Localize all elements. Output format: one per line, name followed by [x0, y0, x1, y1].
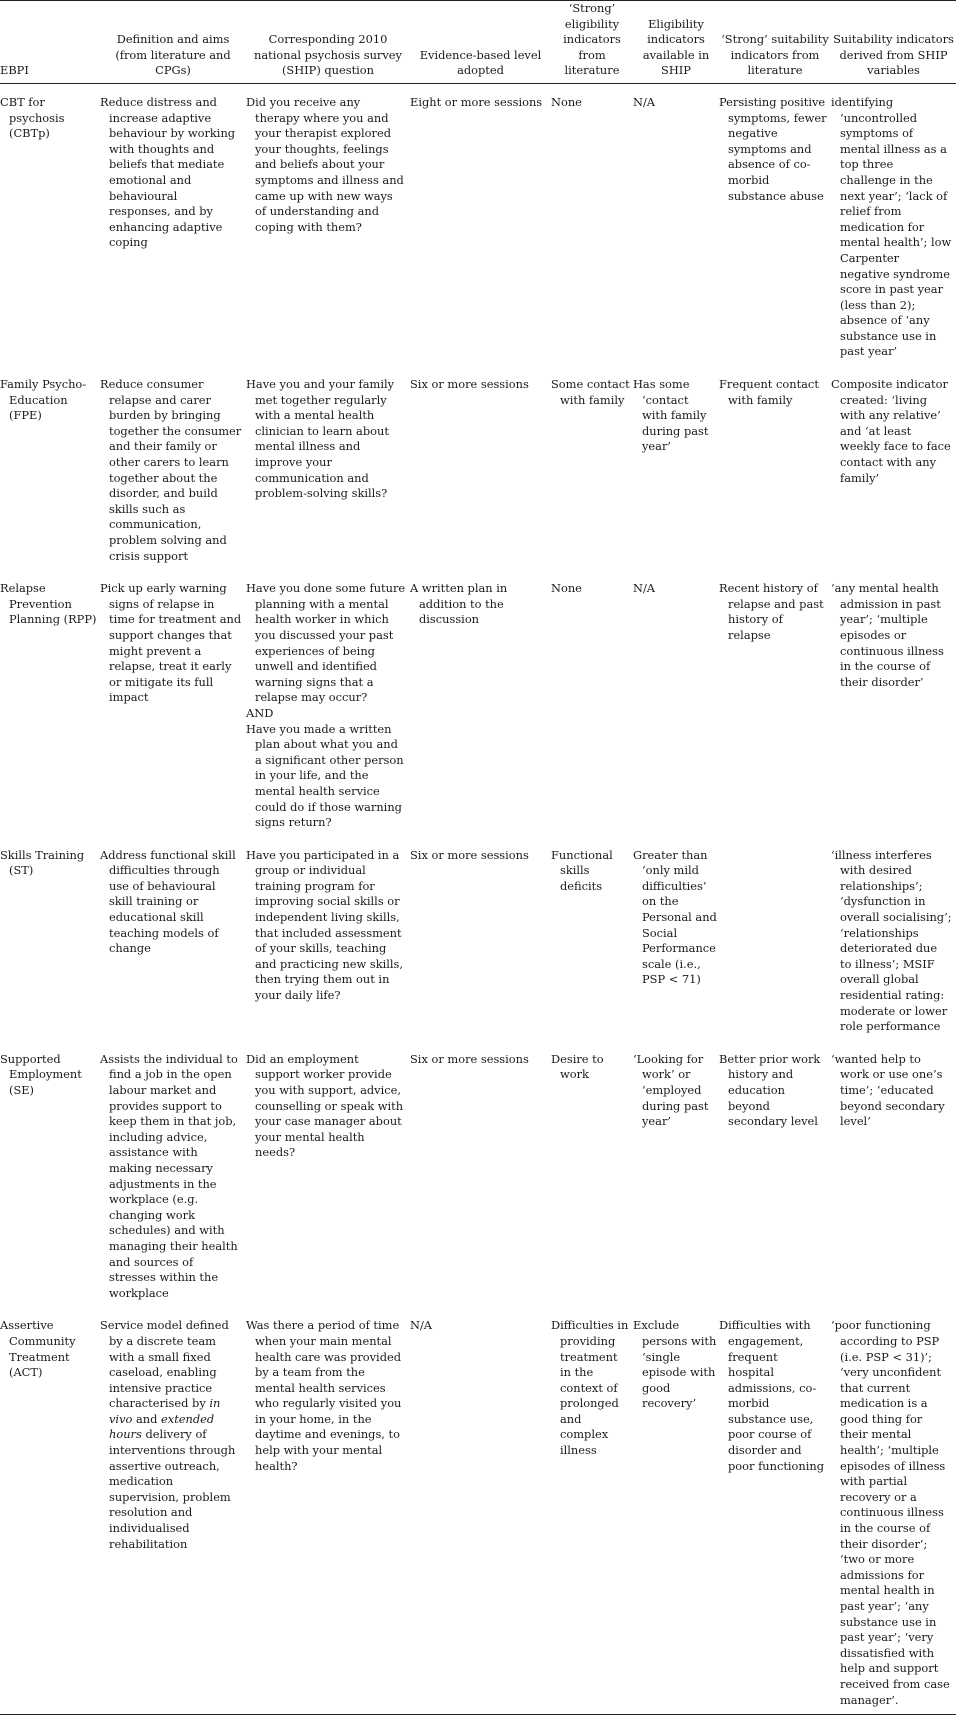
cell-level: Six or more sessions — [410, 1051, 529, 1066]
cell-definition: Reduce consumer relapse and carer burden by bringing together the consumer and their family or other carers to learn together about the disorder, and build skills such as communication, problem solving and crisis support — [100, 377, 242, 563]
cell-level: N/A — [410, 1318, 433, 1333]
cell-question: Have you and your family met together regularly with a mental health clinician to learn about mental illness and improve your communication and problem-solving skills? — [246, 377, 395, 501]
definition-text-a: Service model defined by a discrete team with a small fixed caseload, enabling intensive practice characterised by — [100, 1318, 229, 1411]
table-row — [0, 837, 956, 1041]
cell-strong-eligibility: None — [551, 94, 582, 109]
cell-question — [246, 570, 410, 837]
cell-question: Did you receive any therapy where you and your therapist explored your thoughts, feelings and beliefs about your symptoms and illness and came up with new ways of understanding and coping with them? — [246, 94, 404, 234]
cell-definition: Address functional skill difficulties through use of behavioural skill training or educational skill teaching models of change — [100, 847, 236, 956]
cell-strong-suitability — [719, 837, 831, 1041]
header-ship-suitability: Suitability indicators derived from SHIP variables — [833, 32, 954, 78]
cell-ship-eligibility: N/A — [633, 94, 656, 109]
cell-ship-suitability: Composite indicator created: ‘living with any relative’ and ‘at least weekly face to face contact with any family’ — [831, 377, 951, 485]
cell-strong-eligibility: Functional skills deficits — [551, 847, 613, 893]
cell-ship-eligibility: ‘Looking for work’ or ‘employed during past year’ — [633, 1051, 709, 1129]
table-row — [0, 366, 956, 570]
cell-ebpi: Supported Employment (SE) — [0, 1051, 82, 1097]
cell-ebpi: Family Psycho-Education (FPE) — [0, 377, 87, 423]
header-strong-suitability: ‘Strong’ suitability indicators from literature — [721, 32, 829, 78]
cell-ship-eligibility: N/A — [633, 581, 656, 596]
cell-ebpi: Relapse Prevention Planning (RPP) — [0, 581, 97, 627]
question-part-1: Have you done some future planning with a mental health worker in which you discussed your past experiences of being unwell and identified warning signs that a relapse may occur? — [246, 581, 406, 705]
cell-level: Six or more sessions — [410, 847, 529, 862]
question-and: AND — [246, 705, 274, 720]
cell-definition: Pick up early warning signs of relapse in time for treatment and support changes that might prevent a relapse, treat it early or mitigate its full impact — [100, 581, 242, 705]
header-row — [0, 1, 956, 84]
cell-ebpi: Assertive Community Treatment (ACT) — [0, 1318, 76, 1380]
header-ebpi: EBPI — [0, 63, 29, 78]
cell-strong-suitability: Frequent contact with family — [719, 377, 819, 407]
definition-italic-extended-hours: extended hours — [109, 1411, 215, 1442]
cell-definition — [100, 1307, 246, 1714]
cell-strong-eligibility: None — [551, 581, 582, 596]
definition-italic-in-vivo: in vivo — [109, 1396, 221, 1426]
cell-strong-suitability: Persisting positive symptoms, fewer negative symptoms and absence of co-morbid substance abuse — [719, 94, 827, 203]
table-row — [0, 1041, 956, 1308]
cell-ship-suitability: ‘illness interferes with desired relationships’; ‘dysfunction in overall socialising’; ‘relationships deteriorated due to illness’; MSIF overall global residential rating: moderate or lower role performance — [831, 847, 952, 1034]
cell-ebpi: CBT for psychosis (CBTp) — [0, 94, 65, 141]
header-definition: Definition and aims (from literature and CPGs) — [115, 32, 231, 78]
question-part-2: Have you made a written plan about what you and a significant other person in your life, and the mental health service could do if those warning signs return? — [246, 721, 404, 830]
cell-strong-suitability: Recent history of relapse and past history of relapse — [719, 581, 824, 642]
cell-level: Eight or more sessions — [410, 94, 543, 109]
definition-text-b: and — [136, 1411, 158, 1426]
cell-definition: Assists the individual to find a job in the open labour market and provides support to keep them in that job, including advice, assistance with making necessary adjustments in the workplace (e.g. changing work schedules) and with managing their health and sources of stresses within the workplace — [100, 1051, 238, 1300]
header-ship-eligibility: Eligibility indicators available in SHIP — [642, 16, 710, 78]
cell-ship-eligibility: Has some ‘contact with family during past year’ — [633, 377, 709, 454]
header-strong-eligibility: ‘Strong’ eligibility indicators from literature — [563, 1, 621, 78]
cell-question: Did an employment support worker provide you with support, advice, counselling or speak with your case manager about your mental health needs? — [246, 1051, 404, 1160]
cell-strong-eligibility: Desire to work — [551, 1051, 604, 1082]
cell-ebpi: Skills Training (ST) — [0, 847, 85, 878]
cell-ship-eligibility: Exclude persons with ‘single episode with good recovery’ — [633, 1318, 717, 1411]
table-row — [0, 570, 956, 837]
cell-strong-suitability: Better prior work history and education beyond secondary level — [719, 1051, 821, 1129]
cell-level: Six or more sessions — [410, 377, 529, 392]
definition-text-c: delivery of interventions through assertive outreach, medication supervision, problem resolution and individualised rehabilitation — [109, 1427, 236, 1551]
cell-question: Have you participated in a group or individual training program for improving social skills or independent living skills, that included assessment of your skills, teaching and practicing new skills, then trying them out in your daily life? — [246, 847, 404, 1003]
cell-strong-suitability: Difficulties with engagement, frequent hospital admissions, co-morbid substance use, poor course of disorder and poor functioning — [719, 1318, 825, 1473]
table-row — [0, 1307, 956, 1714]
header-ship-question: Corresponding 2010 national psychosis survey (SHIP) question — [254, 32, 402, 78]
cell-strong-eligibility: Difficulties in providing treatment in the context of prolonged and complex illness — [551, 1318, 629, 1458]
cell-ship-suitability: ‘any mental health admission in past year’; ‘multiple episodes or continuous illness in the course of their disorder’ — [831, 581, 944, 689]
table-row — [0, 83, 956, 366]
cell-question: Was there a period of time when your main mental health care was provided by a team from the mental health services who regularly visited you in your home, in the daytime and evenings, to help with your mental health? — [246, 1318, 402, 1473]
cell-level: A written plan in addition to the discussion — [410, 581, 508, 627]
cell-definition: Reduce distress and increase adaptive behaviour by working with thoughts and beliefs that mediate emotional and behavioural responses, and by enhancing adaptive coping — [100, 94, 236, 250]
cell-ship-eligibility: Greater than ‘only mild difficulties’ on the Personal and Social Performance scale (i.e., PSP < 71) — [633, 847, 717, 987]
header-evidence-level: Evidence-based level adopted — [419, 47, 542, 78]
cell-ship-suitability: ‘poor functioning according to PSP (i.e. PSP < 31)’; ‘very unconfident that current medication is a good thing for their mental health’; ‘multiple episodes of illness with partial recovery or a continuous illness in the course of their disorder’; ‘two or more admissions for mental health in past year’; ‘any substance use in past year’; ‘very dissatisfied with help and support received from case manager’. — [831, 1318, 950, 1707]
cell-ship-suitability: identifying ‘uncontrolled symptoms of mental illness as a top three challenge in the next year’; ‘lack of relief from medication for mental health’; low Carpenter negative syndrome score in past year (less than 2); absence of ‘any substance use in past year’ — [831, 94, 952, 359]
cell-ship-suitability: ‘wanted help to work or use one’s time’; ‘educated beyond secondary level’ — [831, 1051, 945, 1129]
cell-strong-eligibility: Some contact with family — [551, 377, 630, 407]
